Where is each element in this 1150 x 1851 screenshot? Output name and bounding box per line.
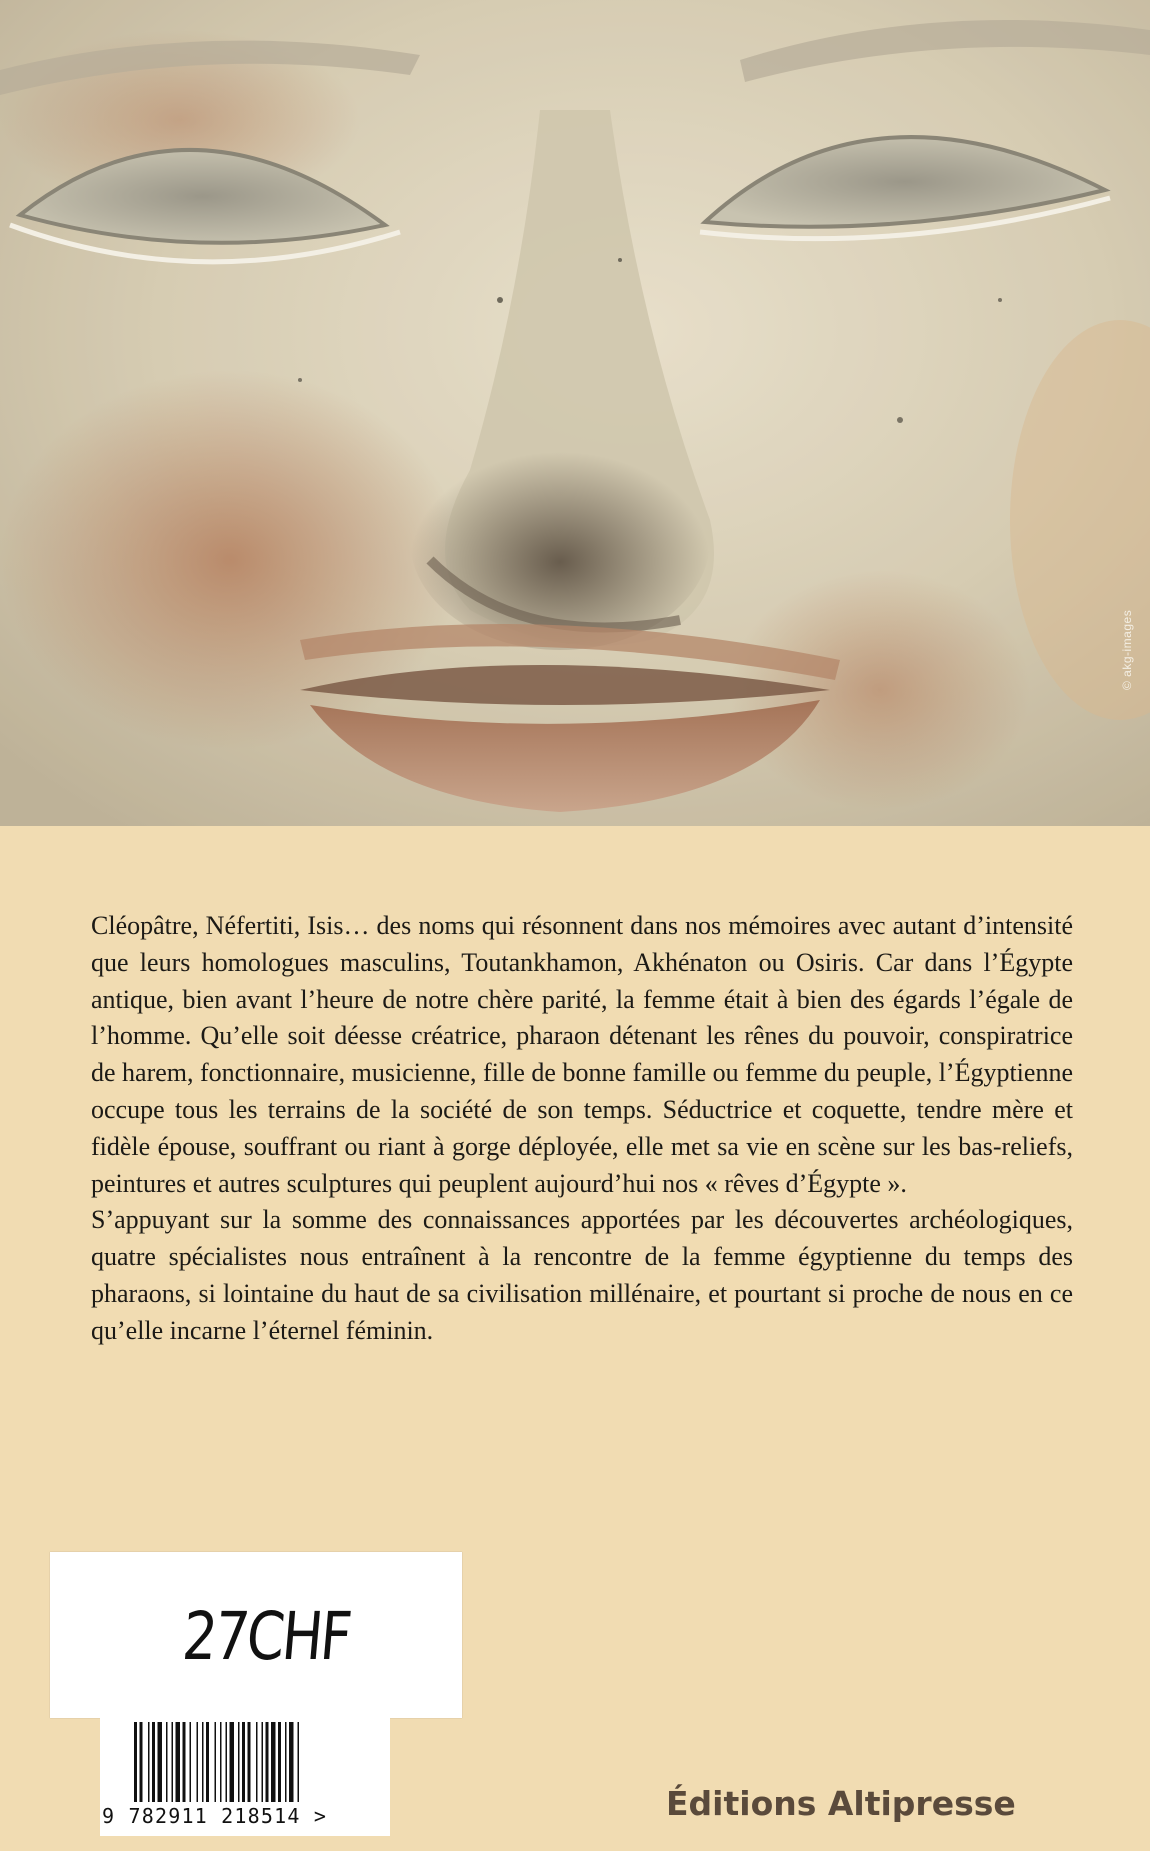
isbn-number: 9 782911 218514 > <box>102 1804 328 1828</box>
blurb-paragraph: Cléopâtre, Néfertiti, Isis… des noms qui résonnent dans nos mémoires avec autant d’intensité que leurs homologues masculins, Toutankhamon, Akhénaton ou Osiris. Car dans l’Égypte antique, bien avant l’heure de notre chère parité, la femme était à bien des égards l’égale de l’homme. Qu’elle soit déesse créatrice, pharaon détenant les rênes du pouvoir, conspiratrice de harem, fonctionnaire, musicienne, fille de bonne famille ou femme du peuple, l’Égyptienne occupe tous les terrains de la société de son temps. Séductrice et coquette, tendre mère et fidèle épouse, souffrant ou riant à gorge déployée, elle met sa vie en scène sur les bas-reliefs, peintures et autres sculptures qui peuplent aujourd’hui nos « rêves d’Égypte ». <box>91 911 1073 1198</box>
handwritten-price: 27CHF <box>179 1598 353 1675</box>
stone-face-illustration <box>0 0 1150 826</box>
photo-credit: © akg-images <box>1120 609 1134 690</box>
barcode-icon <box>134 1722 356 1802</box>
blurb-paragraph: S’appuyant sur la somme des connaissances apportées par les découvertes archéologiques, quatre spécialistes nous entraînent à la rencontre de la femme égyptienne du temps des pharaons, si lointaine du haut de sa civilisation millénaire, et pourtant si proche de nous en ce qu’elle incarne l’éternel féminin. <box>91 1205 1073 1345</box>
price-sticker <box>50 1552 462 1718</box>
cover-photo-sculpted-face <box>0 0 1150 826</box>
publisher-name: Éditions Altipresse <box>666 1784 1016 1823</box>
barcode-label <box>100 1718 390 1836</box>
back-cover-blurb <box>91 908 1073 1350</box>
